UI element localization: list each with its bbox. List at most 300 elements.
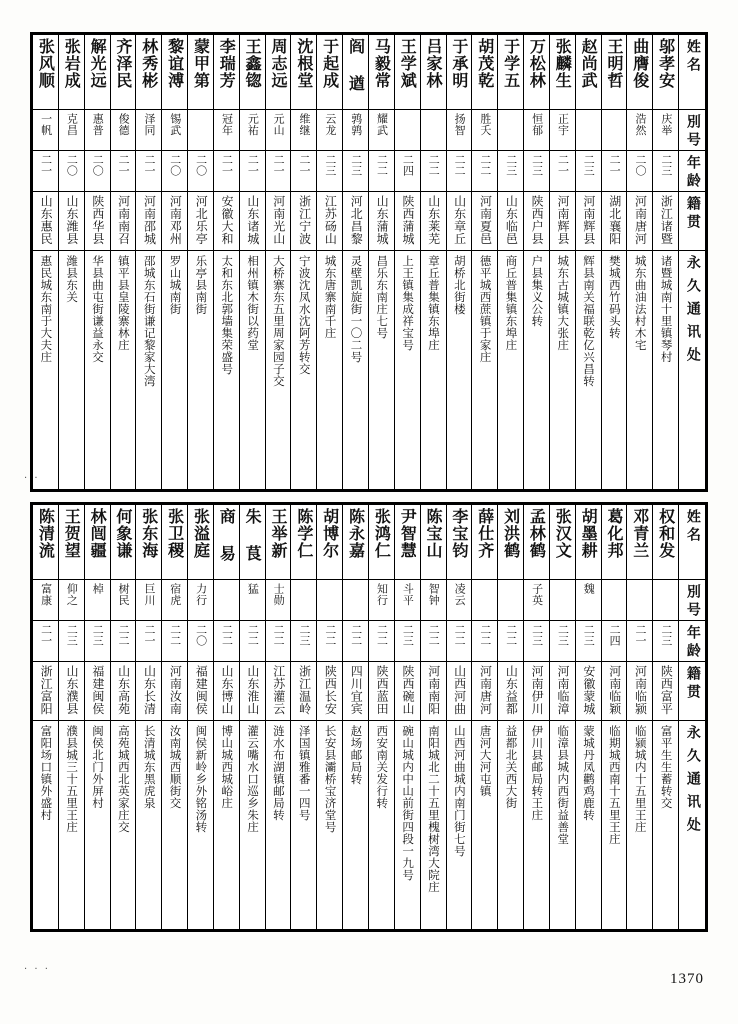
- native-text: 河南辉县: [556, 195, 571, 245]
- cell-age: [110, 151, 136, 192]
- name-text: 孟林鹤: [527, 508, 547, 559]
- cell-address: [317, 251, 343, 490]
- address-text: 闽侯北门外屏村: [91, 725, 105, 809]
- cell-alias: [291, 580, 317, 621]
- address-text: 上王镇集成祥宝号: [401, 255, 416, 351]
- age-text: 二二: [375, 154, 389, 176]
- age-text: 二三: [556, 624, 570, 646]
- native-text: 河北昌黎: [349, 195, 364, 245]
- cell-address: [627, 251, 653, 490]
- cell-native: [58, 662, 84, 721]
- age-text: 二二: [117, 624, 131, 646]
- age-text: 二一: [633, 624, 647, 646]
- cell-native: [627, 192, 653, 251]
- alias-text: 泽同: [142, 113, 156, 136]
- name-text: 张鸿仁: [372, 508, 392, 559]
- cell-alias: [472, 110, 498, 151]
- age-text: 二三: [91, 624, 105, 646]
- cell-alias: [498, 580, 524, 621]
- cell-name: [136, 35, 162, 110]
- cell-name: [627, 35, 653, 110]
- age-text: 二二: [504, 624, 518, 646]
- column-label-text: 年龄: [684, 155, 701, 191]
- cell-alias: [524, 110, 550, 151]
- cell-name: [162, 505, 188, 580]
- cell-name: [58, 505, 84, 580]
- cell-native: [239, 192, 265, 251]
- address-text: 濮县城三十五里王庄: [65, 725, 80, 833]
- name-text: 李宝钧: [449, 508, 469, 559]
- alias-text: 巨川: [142, 583, 156, 606]
- cell-alias: [524, 580, 550, 621]
- native-text: 河南辉县: [581, 195, 596, 245]
- cell-native: [549, 192, 575, 251]
- name-text: 胡茂乾: [475, 38, 495, 89]
- cell-address: [188, 721, 214, 930]
- cell-alias: [188, 110, 214, 151]
- address-text: 汝南城西顺街交: [168, 725, 183, 809]
- cell-address: [265, 251, 291, 490]
- cell-age: [317, 621, 343, 662]
- address-text: 商丘普集镇东埠庄: [504, 255, 519, 351]
- address-text: 城东曲油法村木宅: [633, 255, 648, 351]
- native-text: 福建闽侯: [90, 665, 105, 715]
- cell-alias: [498, 110, 524, 151]
- scan-edge-marks-top: . .: [24, 470, 40, 481]
- cell-age: [33, 151, 59, 192]
- cell-native: [446, 662, 472, 721]
- cell-alias: [446, 580, 472, 621]
- cell-address: [110, 721, 136, 930]
- native-text: 山东高苑: [116, 665, 131, 715]
- cell-alias: [239, 580, 265, 621]
- column-label-text: 姓名: [684, 509, 701, 545]
- cell-address: [549, 721, 575, 930]
- age-text: 二〇: [168, 154, 182, 176]
- cell-native: [188, 662, 214, 721]
- native-text: 山东临邑: [504, 195, 519, 245]
- address-text: 富阳场口镇外盛村: [39, 725, 54, 821]
- alias-text: 树民: [117, 583, 131, 606]
- address-text: 章丘普集镇东埠庄: [426, 255, 441, 351]
- address-text: 大桥寨东五里周家园子交: [271, 255, 286, 387]
- column-label-text: 姓名: [684, 39, 701, 75]
- cell-name: [549, 505, 575, 580]
- alias-text: 猛: [246, 583, 260, 595]
- age-text: 二二: [375, 624, 389, 646]
- native-text: 山东濮县: [64, 665, 79, 715]
- native-text: 陕西富平: [659, 665, 674, 715]
- native-text: 陕西蒲城: [400, 195, 415, 245]
- cell-age: [213, 621, 239, 662]
- alias-text: 正宇: [556, 113, 570, 136]
- address-text: 博山城西城峪庄: [220, 725, 235, 809]
- alias-text: 冠年: [220, 113, 234, 136]
- address-text: 闽侯新岭乡外铭汤转: [194, 725, 209, 833]
- cell-native: [291, 192, 317, 251]
- name-text: 于承明: [449, 38, 469, 89]
- cell-address: [575, 251, 601, 490]
- age-text: 二三: [530, 154, 544, 176]
- cell-alias: [394, 580, 420, 621]
- cell-alias: [188, 580, 214, 621]
- cell-name: [601, 35, 627, 110]
- cell-address: [33, 251, 59, 490]
- name-text: 陈宝山: [424, 508, 444, 559]
- alias-text: 宿虎: [168, 583, 182, 606]
- address-text: 华县曲屯街谦益永交: [91, 255, 105, 363]
- native-text: 陕西碗山: [400, 665, 415, 715]
- cell-native: [420, 192, 446, 251]
- name-text: 王贺望: [62, 508, 82, 559]
- address-text: 西安南关发行转: [375, 725, 390, 809]
- cell-address: [84, 251, 110, 490]
- age-text: 二二: [427, 624, 441, 646]
- cell-alias: [239, 110, 265, 151]
- cell-name: [446, 505, 472, 580]
- age-text: 二三: [659, 624, 673, 646]
- native-text: 河南南阳: [426, 665, 441, 715]
- cell-age: [524, 151, 550, 192]
- age-text: 二二: [272, 624, 286, 646]
- cell-address: [601, 251, 627, 490]
- age-text: 二三: [401, 624, 415, 646]
- cell-native: [394, 662, 420, 721]
- name-text: 齐泽民: [113, 38, 133, 89]
- address-text: 长清城东黑虎泉: [142, 725, 157, 809]
- name-text: 邬孝安: [656, 38, 676, 89]
- alias-text: 锡武: [168, 113, 182, 136]
- cell-age: [575, 151, 601, 192]
- cell-alias: [84, 580, 110, 621]
- cell-address: [498, 721, 524, 930]
- cell-native: [524, 192, 550, 251]
- age-text: 二二: [453, 154, 467, 176]
- alias-text: 恒郁: [530, 113, 544, 136]
- native-text: 河南邓州: [168, 195, 183, 245]
- cell-address: [420, 721, 446, 930]
- cell-native: [162, 192, 188, 251]
- name-text: 何象谦: [113, 508, 133, 559]
- native-text: 山东博山: [220, 665, 235, 715]
- age-text: 二三: [504, 154, 518, 176]
- cell-address: [394, 721, 420, 930]
- age-text: 二三: [582, 624, 596, 646]
- cell-name: [110, 505, 136, 580]
- alias-text: 知行: [375, 583, 389, 606]
- age-text: 二三: [659, 154, 673, 176]
- native-text: 浙江宁波: [297, 195, 312, 245]
- cell-name: [653, 505, 679, 580]
- native-text: 河南光山: [271, 195, 286, 245]
- cell-alias: [368, 580, 394, 621]
- address-text: 高苑城西北英家庄交: [116, 725, 131, 833]
- cell-name: [162, 35, 188, 110]
- cell-native: [575, 662, 601, 721]
- address-text: 邵城东石街谦记黎家大湾: [142, 255, 157, 387]
- name-text: 胡博尔: [320, 508, 340, 559]
- cell-alias: [343, 110, 369, 151]
- alias-text: 士勋: [272, 583, 286, 606]
- cell-native: [524, 662, 550, 721]
- age-text: 二四: [401, 154, 415, 176]
- cell-age: [575, 621, 601, 662]
- cell-alias: [601, 580, 627, 621]
- cell-address: [110, 251, 136, 490]
- cell-name: [239, 35, 265, 110]
- native-text: 浙江诸暨: [659, 195, 674, 245]
- native-text: 河南南召: [116, 195, 131, 245]
- cell-alias: [33, 580, 59, 621]
- cell-name: [420, 35, 446, 110]
- address-text: 临期城西南十五里王庄: [607, 725, 622, 845]
- cell-address: [213, 721, 239, 930]
- cell-age: [343, 151, 369, 192]
- cell-native: [368, 662, 394, 721]
- cell-age: [58, 151, 84, 192]
- name-text: 阎 遒: [346, 38, 366, 92]
- cell-age: [627, 621, 653, 662]
- age-text: 二二: [246, 624, 260, 646]
- name-text: 张岩成: [62, 38, 82, 89]
- cell-name: [575, 35, 601, 110]
- cell-age: [84, 621, 110, 662]
- native-text: 福建闽侯: [194, 665, 209, 715]
- address-text: 泽国镇雅番一四号: [297, 725, 312, 821]
- name-text: 曲膺俊: [630, 38, 650, 89]
- alias-text: 魏: [582, 583, 596, 595]
- cell-age: [265, 151, 291, 192]
- cell-age: [368, 621, 394, 662]
- age-text: 二三: [323, 154, 337, 176]
- native-text: 安徽蒙城: [581, 665, 596, 715]
- cell-alias: [575, 580, 601, 621]
- cell-address: [653, 721, 679, 930]
- age-text: 二一: [117, 154, 131, 176]
- age-text: 二三: [530, 624, 544, 646]
- name-text: 张东海: [139, 508, 159, 559]
- name-text: 解光远: [88, 38, 108, 89]
- cell-alias: [162, 580, 188, 621]
- address-text: 富平生生蓄转交: [659, 725, 674, 809]
- name-text: 赵尚武: [579, 38, 599, 89]
- cell-age: [162, 151, 188, 192]
- row-alias: [33, 580, 706, 621]
- cell-address: [420, 251, 446, 490]
- row-native-place: [33, 192, 706, 251]
- age-text: 二〇: [194, 624, 208, 646]
- alias-text: 浩然: [633, 113, 647, 136]
- column-label-age: [679, 151, 706, 192]
- cell-alias: [368, 110, 394, 151]
- column-label-native: [679, 192, 706, 251]
- cell-age: [162, 621, 188, 662]
- cell-native: [239, 662, 265, 721]
- cell-alias: [58, 110, 84, 151]
- age-text: 二一: [39, 624, 53, 646]
- native-text: 山东蒲城: [375, 195, 390, 245]
- age-text: 二二: [453, 624, 467, 646]
- age-text: 二二: [427, 154, 441, 176]
- alias-text: 惠普: [91, 113, 105, 136]
- name-text: 马毅常: [372, 38, 392, 89]
- name-text: 葛化邦: [604, 508, 624, 559]
- registry-table: [32, 34, 706, 490]
- age-text: 二一: [556, 154, 570, 176]
- address-text: 昌乐东南庄七号: [375, 255, 390, 339]
- alias-text: 凌云: [453, 583, 467, 606]
- cell-alias: [213, 580, 239, 621]
- cell-name: [343, 35, 369, 110]
- age-text: 二一: [39, 154, 53, 176]
- cell-native: [58, 192, 84, 251]
- alias-text: 胜夭: [478, 113, 492, 136]
- address-text: 南阳城北二十五里槐树湾大院庄: [426, 725, 441, 893]
- cell-native: [188, 192, 214, 251]
- cell-name: [394, 35, 420, 110]
- age-text: 二〇: [194, 154, 208, 176]
- native-text: 河南唐河: [478, 665, 493, 715]
- name-text: 张溢庭: [191, 508, 211, 559]
- name-text: 胡墨耕: [579, 508, 599, 559]
- cell-address: [58, 251, 84, 490]
- cell-name: [368, 505, 394, 580]
- cell-alias: [136, 580, 162, 621]
- cell-name: [653, 35, 679, 110]
- row-alias: [33, 110, 706, 151]
- column-label-text: 別号: [684, 114, 701, 150]
- address-text: 太和东北郭墙集荣盛号: [220, 255, 235, 375]
- cell-address: [446, 251, 472, 490]
- alias-text: 元山: [272, 113, 286, 136]
- cell-alias: [265, 580, 291, 621]
- cell-name: [317, 35, 343, 110]
- row-name: [33, 505, 706, 580]
- cell-age: [472, 151, 498, 192]
- cell-name: [524, 505, 550, 580]
- cell-alias: [627, 110, 653, 151]
- native-text: 河南夏邑: [478, 195, 493, 245]
- address-text: 惠民城东南于大夫庄: [39, 255, 54, 363]
- alias-text: 力行: [194, 583, 208, 606]
- cell-age: [110, 621, 136, 662]
- cell-name: [84, 505, 110, 580]
- age-text: 二二: [220, 624, 234, 646]
- name-text: 商 易: [217, 508, 237, 562]
- cell-alias: [58, 580, 84, 621]
- cell-address: [265, 721, 291, 930]
- native-text: 陕西长安: [323, 665, 338, 715]
- cell-address: [653, 251, 679, 490]
- native-text: 山东章丘: [452, 195, 467, 245]
- cell-address: [394, 251, 420, 490]
- cell-age: [188, 621, 214, 662]
- name-text: 万松林: [527, 38, 547, 89]
- cell-age: [601, 151, 627, 192]
- cell-name: [368, 35, 394, 110]
- cell-address: [575, 721, 601, 930]
- address-text: 城东古城镇大张庄: [556, 255, 571, 351]
- age-text: 二〇: [91, 154, 105, 176]
- registry-table-top: [30, 32, 708, 492]
- name-text: 林闿疆: [88, 508, 108, 559]
- address-text: 潍县东关: [65, 255, 80, 303]
- cell-alias: [291, 110, 317, 151]
- column-label-text: 年龄: [684, 625, 701, 661]
- cell-address: [601, 721, 627, 930]
- age-text: 二一: [298, 154, 312, 176]
- age-text: 二三: [349, 154, 363, 176]
- cell-alias: [213, 110, 239, 151]
- cell-age: [498, 621, 524, 662]
- cell-address: [343, 251, 369, 490]
- cell-age: [84, 151, 110, 192]
- row-address: [33, 251, 706, 490]
- cell-address: [549, 251, 575, 490]
- address-text: 户县集义公转: [530, 255, 545, 327]
- cell-age: [653, 151, 679, 192]
- cell-native: [394, 192, 420, 251]
- name-text: 王举新: [268, 508, 288, 559]
- cell-age: [33, 621, 59, 662]
- row-name: [33, 35, 706, 110]
- cell-alias: [33, 110, 59, 151]
- cell-name: [420, 505, 446, 580]
- cell-name: [291, 505, 317, 580]
- name-text: 尹智慧: [398, 508, 418, 559]
- address-text: 碗山城内中山前街四段一九号: [401, 725, 416, 881]
- cell-age: [653, 621, 679, 662]
- cell-native: [317, 662, 343, 721]
- name-text: 张卫稷: [165, 508, 185, 559]
- name-text: 吕家林: [424, 38, 444, 89]
- name-text: 周志远: [268, 38, 288, 89]
- cell-age: [446, 151, 472, 192]
- column-label-native: [679, 662, 706, 721]
- cell-age: [136, 621, 162, 662]
- native-text: 山东长清: [142, 665, 157, 715]
- address-text: 唐河大河屯镇: [478, 725, 493, 797]
- column-label-text: 別号: [684, 584, 701, 620]
- address-text: 德平城西蔗镇于家庄: [478, 255, 493, 363]
- cell-age: [420, 621, 446, 662]
- cell-address: [317, 721, 343, 930]
- alias-text: 俊德: [117, 113, 131, 136]
- row-address: [33, 721, 706, 930]
- column-label-text: 籍贯: [684, 666, 701, 702]
- name-text: 沈根堂: [294, 38, 314, 89]
- address-text: 伊川县邮局转王庄: [530, 725, 545, 821]
- cell-age: [291, 151, 317, 192]
- cell-native: [291, 662, 317, 721]
- cell-native: [368, 192, 394, 251]
- name-text: 薛仕齐: [475, 508, 495, 559]
- cell-native: [472, 192, 498, 251]
- cell-name: [472, 35, 498, 110]
- native-text: 山东诸城: [245, 195, 260, 245]
- cell-name: [291, 35, 317, 110]
- cell-native: [84, 192, 110, 251]
- native-text: 河南汝南: [168, 665, 183, 715]
- cell-alias: [472, 580, 498, 621]
- native-text: 浙江富阳: [39, 665, 54, 715]
- registry-table: [32, 504, 706, 930]
- column-label-address: [679, 721, 706, 930]
- cell-address: [162, 251, 188, 490]
- cell-age: [317, 151, 343, 192]
- address-text: 辉县南关福联乾亿兴昌转: [582, 255, 597, 387]
- address-text: 山西河曲城内南门街七号: [452, 725, 467, 857]
